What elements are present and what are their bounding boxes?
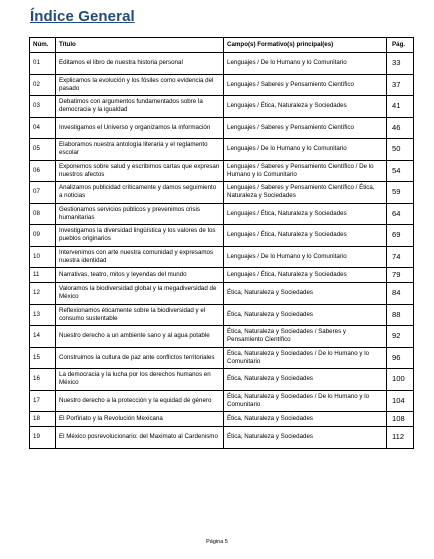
table-row: [30, 139, 414, 161]
row-field: Lenguajes / Ética, Naturaleza y Sociedades: [224, 268, 387, 283]
column-header-title: Título: [56, 38, 224, 53]
table-row: [30, 182, 414, 204]
row-number: 17: [30, 390, 56, 412]
row-title: Intervenimos con arte nuestra comunidad y expresamos nuestra identidad: [56, 246, 224, 268]
table-row: [30, 390, 414, 412]
row-number: 01: [30, 53, 56, 75]
column-header-field: Campo(s) Formativo(s) principal(es): [224, 38, 387, 53]
table-row: [30, 369, 414, 391]
row-number: 04: [30, 117, 56, 139]
row-number: 18: [30, 412, 56, 427]
row-title: Editamos el libro de nuestra historia personal: [56, 53, 224, 75]
row-page: 37: [387, 74, 414, 96]
row-number: 19: [30, 427, 56, 449]
row-number: 08: [30, 203, 56, 225]
row-title: Analizamos publicidad críticamente y damos seguimiento a noticias: [56, 182, 224, 204]
row-field: Ética, Naturaleza y Sociedades: [224, 412, 387, 427]
table-row: [30, 246, 414, 268]
row-number: 03: [30, 96, 56, 118]
row-field: Lenguajes / Saberes y Pensamiento Científico: [224, 117, 387, 139]
row-title: Explicamos la evolución y los fósiles como evidencia del pasado: [56, 74, 224, 96]
table-row: [30, 268, 414, 283]
row-title: Elaboramos nuestra antología literaria y el reglamento escolar: [56, 139, 224, 161]
row-page: 100: [387, 369, 414, 391]
row-page: 46: [387, 117, 414, 139]
row-title: Investigamos el Universo y organizamos la información: [56, 117, 224, 139]
row-number: 12: [30, 283, 56, 305]
table-row: [30, 96, 414, 118]
row-page: 54: [387, 160, 414, 182]
row-field: Ética, Naturaleza y Sociedades: [224, 283, 387, 305]
row-number: 14: [30, 326, 56, 348]
row-page: 64: [387, 203, 414, 225]
row-field: Lenguajes / Ética, Naturaleza y Sociedades: [224, 203, 387, 225]
row-page: 92: [387, 326, 414, 348]
row-title: El México posrevolucionario: del Maximato al Cardenismo: [56, 427, 224, 449]
row-title: Debatimos con argumentos fundamentados sobre la democracia y la igualdad: [56, 96, 224, 118]
table-row: [30, 203, 414, 225]
table-row: [30, 53, 414, 75]
column-header-page: Pág.: [387, 38, 414, 53]
row-field: Lenguajes / Ética, Naturaleza y Sociedades: [224, 96, 387, 118]
row-page: 74: [387, 246, 414, 268]
row-number: 15: [30, 347, 56, 369]
row-number: 13: [30, 304, 56, 326]
row-title: Valoramos la biodiversidad global y la megadiversidad de México: [56, 283, 224, 305]
row-page: 88: [387, 304, 414, 326]
row-title: Reflexionamos éticamente sobre la biodiversidad y el consumo sustentable: [56, 304, 224, 326]
row-field: Lenguajes / Saberes y Pensamiento Científico: [224, 74, 387, 96]
row-field: Lenguajes / De lo Humano y lo Comunitario: [224, 246, 387, 268]
row-number: 02: [30, 74, 56, 96]
row-page: 59: [387, 182, 414, 204]
row-number: 09: [30, 225, 56, 247]
row-title: Narrativas, teatro, mitos y leyendas del mundo: [56, 268, 224, 283]
row-page: 79: [387, 268, 414, 283]
row-field: Ética, Naturaleza y Sociedades: [224, 427, 387, 449]
page-title: Índice General: [30, 8, 135, 25]
row-title: La democracia y la lucha por los derechos humanos en México: [56, 369, 224, 391]
row-field: Ética, Naturaleza y Sociedades / Saberes y Pensamiento Científico: [224, 326, 387, 348]
row-page: 104: [387, 390, 414, 412]
row-field: Lenguajes / Ética, Naturaleza y Sociedades: [224, 225, 387, 247]
row-field: Lenguajes / Saberes y Pensamiento Científico / De lo Humano y lo Comunitario: [224, 160, 387, 182]
row-number: 11: [30, 268, 56, 283]
row-number: 05: [30, 139, 56, 161]
table-row: [30, 117, 414, 139]
row-field: Lenguajes / De lo Humano y lo Comunitario: [224, 53, 387, 75]
row-page: 108: [387, 412, 414, 427]
row-field: Lenguajes / Saberes y Pensamiento Científico / Ética, Naturaleza y Sociedades: [224, 182, 387, 204]
row-page: 69: [387, 225, 414, 247]
row-number: 07: [30, 182, 56, 204]
table-row: [30, 347, 414, 369]
table-row: [30, 427, 414, 449]
table-header-row: [30, 38, 414, 53]
page-number-footer: Página 5: [206, 539, 228, 545]
row-field: Ética, Naturaleza y Sociedades: [224, 304, 387, 326]
column-header-num: Núm.: [30, 38, 56, 53]
row-number: 16: [30, 369, 56, 391]
row-title: Nuestro derecho a un ambiente sano y al agua potable: [56, 326, 224, 348]
row-page: 33: [387, 53, 414, 75]
row-number: 06: [30, 160, 56, 182]
row-number: 10: [30, 246, 56, 268]
table-row: [30, 304, 414, 326]
row-page: 50: [387, 139, 414, 161]
row-title: Investigamos la diversidad lingüística y los valores de los pueblos originarios: [56, 225, 224, 247]
table-row: [30, 283, 414, 305]
row-title: Exponemos sobre salud y escribimos cartas que expresan nuestros afectos: [56, 160, 224, 182]
row-field: Ética, Naturaleza y Sociedades: [224, 369, 387, 391]
table-row: [30, 74, 414, 96]
table-row: [30, 326, 414, 348]
row-title: Nuestro derecho a la protección y la equidad de género: [56, 390, 224, 412]
row-title: El Porfiriato y la Revolución Mexicana: [56, 412, 224, 427]
index-table: [29, 37, 414, 449]
row-page: 41: [387, 96, 414, 118]
row-title: Construimos la cultura de paz ante conflictos territoriales: [56, 347, 224, 369]
row-page: 112: [387, 427, 414, 449]
table-row: [30, 160, 414, 182]
row-field: Ética, Naturaleza y Sociedades / De lo Humano y lo Comunitario: [224, 347, 387, 369]
row-page: 84: [387, 283, 414, 305]
row-title: Gestionamos servicios públicos y prevenimos crisis humanitarias: [56, 203, 224, 225]
table-row: [30, 225, 414, 247]
row-field: Ética, Naturaleza y Sociedades / De lo Humano y lo Comunitario: [224, 390, 387, 412]
row-page: 96: [387, 347, 414, 369]
row-field: Lenguajes / De lo Humano y lo Comunitario: [224, 139, 387, 161]
table-row: [30, 412, 414, 427]
